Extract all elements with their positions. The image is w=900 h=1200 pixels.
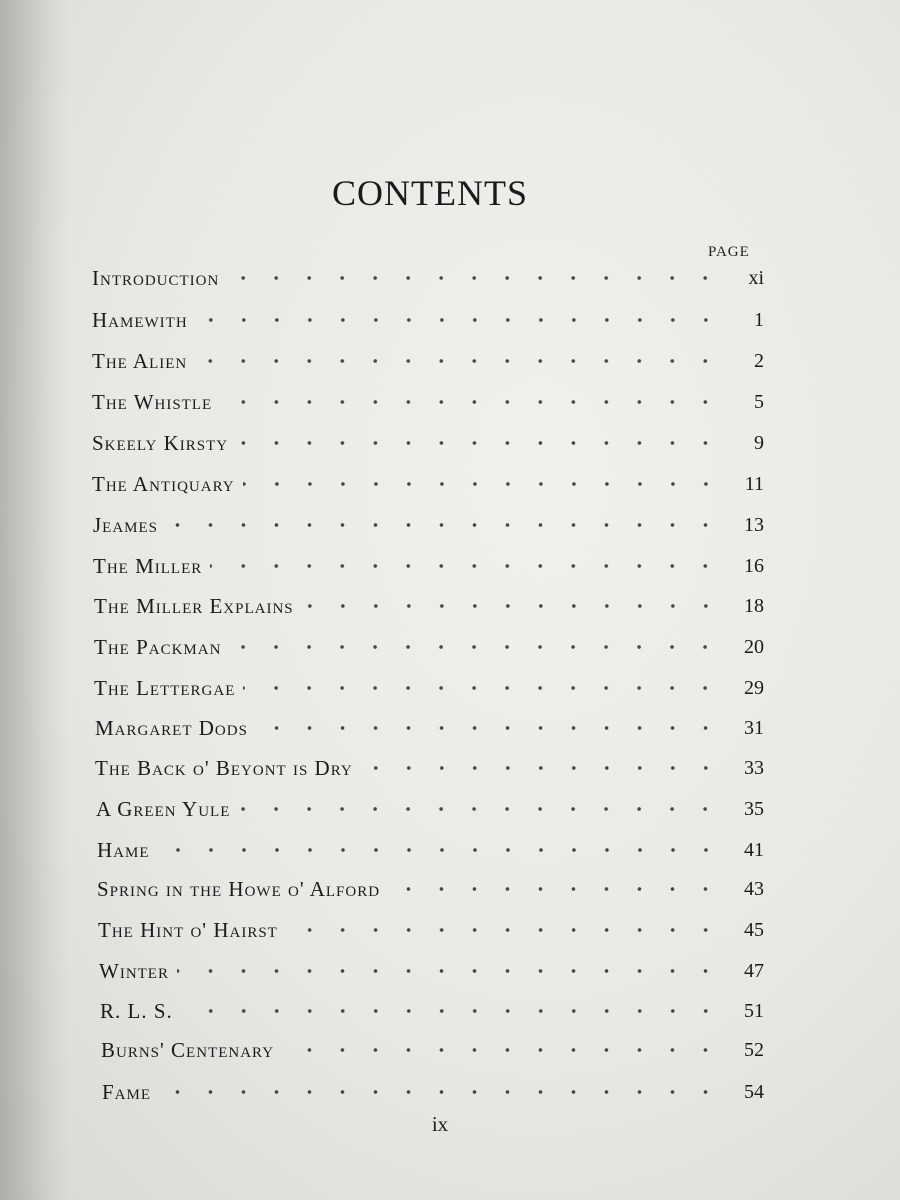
dot-leader	[243, 672, 722, 704]
dot-leader	[256, 712, 722, 744]
toc-entry-page: 9	[754, 431, 764, 454]
toc-entry-page: 52	[744, 1038, 764, 1061]
toc-entry-introduction	[92, 262, 764, 294]
toc-entry-page: 51	[744, 999, 764, 1022]
toc-entry-title: Introduction	[92, 265, 220, 290]
page-title: CONTENTS	[332, 173, 528, 213]
toc-entry-the-lettergae	[94, 672, 764, 704]
toc-entry-fame	[102, 1076, 764, 1108]
toc-entry-hame	[97, 834, 764, 866]
dot-leader	[286, 914, 722, 946]
toc-entry-title: The Miller	[93, 553, 203, 578]
toc-entry-the-miller	[93, 550, 764, 582]
toc-entry-title: The Whistle	[92, 389, 213, 414]
toc-entry-title: Fame	[102, 1079, 152, 1104]
toc-entry-title: Hamewith	[92, 307, 188, 332]
dot-leader	[210, 550, 722, 582]
dot-leader	[302, 590, 722, 622]
toc-entry-title: Winter	[99, 958, 169, 983]
toc-entry-page: 29	[744, 676, 764, 699]
toc-entry-title: The Back o' Beyont is Dry	[95, 755, 353, 780]
toc-entry-the-packman	[94, 631, 764, 663]
toc-entry-skeely-kirsty	[92, 427, 764, 459]
toc-entry-page: 2	[754, 349, 764, 372]
toc-entry-page: 43	[744, 877, 764, 900]
dot-leader	[177, 955, 722, 987]
dot-leader	[158, 834, 723, 866]
dot-leader	[195, 345, 722, 377]
dot-leader	[227, 262, 722, 294]
page-column-label: PAGE	[708, 244, 750, 260]
toc-entry-the-hint-o-hairst	[98, 914, 764, 946]
toc-entry-page: 41	[744, 838, 764, 861]
dot-leader	[166, 509, 722, 541]
toc-entry-title: The Miller Explains	[94, 593, 294, 618]
toc-entry-page: 54	[744, 1080, 764, 1103]
dot-leader	[229, 631, 722, 663]
toc-entry-hamewith	[92, 304, 764, 336]
dot-leader	[196, 304, 722, 336]
toc-entry-spring-in-the-howe-o-alford	[97, 873, 764, 905]
toc-entry-rls	[100, 995, 764, 1027]
toc-entry-title: A Green Yule	[96, 796, 231, 821]
dot-leader	[159, 1076, 722, 1108]
toc-entry-page: 16	[744, 554, 764, 577]
toc-entry-page: 47	[744, 959, 764, 982]
toc-entry-margaret-dods	[95, 712, 764, 744]
toc-entry-page: 20	[744, 635, 764, 658]
toc-entry-page: 13	[744, 513, 764, 536]
page-number: ix	[431, 1112, 449, 1136]
toc-entry-a-green-yule	[96, 793, 764, 825]
toc-entry-title: Spring in the Howe o' Alford	[97, 876, 381, 901]
dot-leader	[361, 752, 722, 784]
toc-entry-jeames	[93, 509, 764, 541]
toc-entry-the-antiquary	[92, 468, 764, 500]
toc-entry-page: 1	[754, 308, 764, 331]
toc-entry-the-whistle	[92, 386, 764, 418]
toc-entry-page: 45	[744, 918, 764, 941]
toc-entry-burns-centenary	[101, 1034, 764, 1066]
dot-leader	[238, 793, 722, 825]
toc-entry-title: The Lettergae	[94, 675, 236, 700]
toc-entry-title: Skeely Kirsty	[92, 430, 229, 455]
toc-entry-title: The Alien	[92, 348, 188, 373]
toc-entry-title: The Packman	[94, 634, 222, 659]
toc-entry-title: Hame	[97, 837, 150, 862]
dot-leader	[243, 468, 722, 500]
toc-entry-title: Margaret Dods	[95, 715, 248, 740]
toc-entry-title: The Hint o' Hairst	[98, 917, 278, 942]
toc-entry-winter	[99, 955, 764, 987]
toc-entry-title: Jeames	[93, 512, 159, 537]
dot-leader	[388, 873, 722, 905]
toc-entry-title: Burns' Centenary	[101, 1037, 275, 1062]
toc-entry-the-back-o-beyont-is-dry	[95, 752, 764, 784]
toc-entry-the-alien	[92, 345, 764, 377]
toc-entry-page: 33	[744, 756, 764, 779]
toc-entry-title: R. L. S.	[100, 998, 173, 1023]
dot-leader	[220, 386, 722, 418]
toc-entry-page: 5	[754, 390, 764, 413]
toc-entry-page: 18	[744, 594, 764, 617]
toc-entry-page: xi	[748, 266, 764, 289]
dot-leader	[282, 1034, 722, 1066]
toc-entry-title: The Antiquary	[92, 471, 235, 496]
toc-entry-page: 35	[744, 797, 764, 820]
dot-leader	[181, 995, 722, 1027]
toc-entry-page: 11	[744, 472, 764, 495]
toc-entry-page: 31	[744, 716, 764, 739]
toc-entry-the-miller-explains	[94, 590, 764, 622]
dot-leader	[236, 427, 722, 459]
